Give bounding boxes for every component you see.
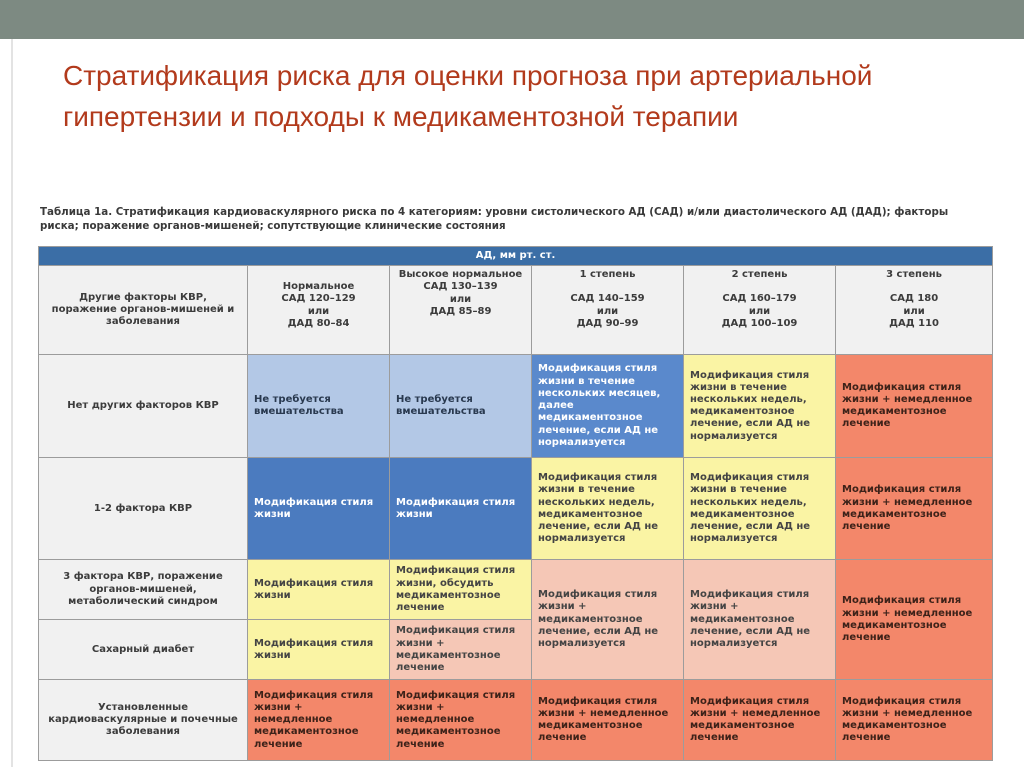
header-row-top [39,247,993,266]
table-cell: Модификация стиля жизни + немедленное медикаментозное лечение [248,680,390,761]
table-row [39,680,993,761]
table-cell: Модификация стиля жизни + немедленное медикаментозное лечение [532,680,684,761]
row-label: Сахарный диабет [39,620,248,680]
header-row-columns [39,266,993,355]
table-cell: Модификация стиля жизни + немедленное медикаментозное лечение [836,355,993,458]
table-cell: Модификация стиля жизни + медикаментозное лечение [390,620,532,680]
row-label: 3 фактора КВР, поражение органов-мишеней, метаболический синдром [39,560,248,620]
corner-header: Другие факторы КВР, поражение органов-мишеней и заболевания [39,266,248,355]
column-sad: САД 130–139 [423,281,498,293]
slide-left-edge [11,39,13,767]
slide-top-bar [0,0,1024,39]
column-dad: ДАД 110 [889,317,939,329]
column-sad: САД 160–179 [722,293,797,305]
column-or: или [596,305,619,317]
table-row [39,355,993,458]
row-label: Установленные кардиоваскулярные и почечные заболевания [39,680,248,761]
column-name: 1 степень [579,269,636,281]
row-label: Нет других факторов КВР [39,355,248,458]
table-cell: Модификация стиля жизни [248,458,390,560]
table-cell: Модификация стиля жизни + немедленное медикаментозное лечение [390,680,532,761]
column-name: Высокое нормальное [398,269,523,281]
column-or: или [449,293,472,305]
table-cell: Не требуется вмешательства [390,355,532,458]
column-name: 3 степень [886,269,942,281]
table-row [39,560,993,620]
column-or: или [903,305,925,317]
table-cell: Модификация стиля жизни [390,458,532,560]
column-or: или [307,305,330,317]
risk-stratification-table [38,246,993,761]
table-cell: Модификация стиля жизни + немедленное медикаментозное лечение [836,458,993,560]
column-header-normal [248,266,390,355]
column-sad: САД 140–159 [570,293,645,305]
table-cell: Модификация стиля жизни в течение нескольких месяцев, далее медикаментозное лечение, если АД не нормализуется [532,355,684,458]
table-cell: Модификация стиля жизни + медикаментозное лечение, если АД не нормализуется [532,560,684,680]
column-header-grade-2 [684,266,836,355]
column-sad: САД 180 [889,293,939,305]
table-cell: Модификация стиля жизни [248,560,390,620]
table-cell: Модификация стиля жизни [248,620,390,680]
table-cell: Модификация стиля жизни + медикаментозное лечение, если АД не нормализуется [684,560,836,680]
column-dad: ДАД 80–84 [287,317,350,329]
table-cell: Модификация стиля жизни в течение нескольких недель, медикаментозное лечение, если АД не нормализуется [684,355,836,458]
slide-title: Стратификация риска для оценки прогноза при артериальной гипертензии и подходы к медикаментозной терапии [63,60,873,132]
table-cell: Модификация стиля жизни + немедленное медикаментозное лечение [836,560,993,680]
row-label: 1-2 фактора КВР [39,458,248,560]
column-header-grade-3 [836,266,993,355]
column-dad: ДАД 100–109 [721,317,798,329]
table-cell: Модификация стиля жизни, обсудить медикаментозное лечение [390,560,532,620]
table-caption: Таблица 1а. Стратификация кардиоваскулярного риска по 4 категориям: уровни систолического АД (САД) и/или диастолического АД (ДАД); факторы риска; поражение органов-мишеней; сопутствующие клинические состояния [40,206,949,232]
column-header-high-normal [390,266,532,355]
table-cell: Не требуется вмешательства [248,355,390,458]
table-cell: Модификация стиля жизни + немедленное медикаментозное лечение [836,680,993,761]
table-cell: Модификация стиля жизни в течение нескольких недель, медикаментозное лечение, если АД не нормализуется [684,458,836,560]
table-cell: Модификация стиля жизни в течение нескольких недель, медикаментозное лечение, если АД не нормализуется [532,458,684,560]
column-or: или [748,305,771,317]
column-dad: ДАД 90–99 [576,317,639,329]
table-cell: Модификация стиля жизни + немедленное медикаментозное лечение [684,680,836,761]
column-name: 2 степень [731,269,788,281]
column-name: Нормальное [282,281,355,293]
table-row [39,458,993,560]
column-dad: ДАД 85–89 [429,305,492,317]
bp-header: АД, мм рт. ст. [39,247,993,266]
column-header-grade-1 [532,266,684,355]
column-sad: САД 120–129 [281,293,356,305]
